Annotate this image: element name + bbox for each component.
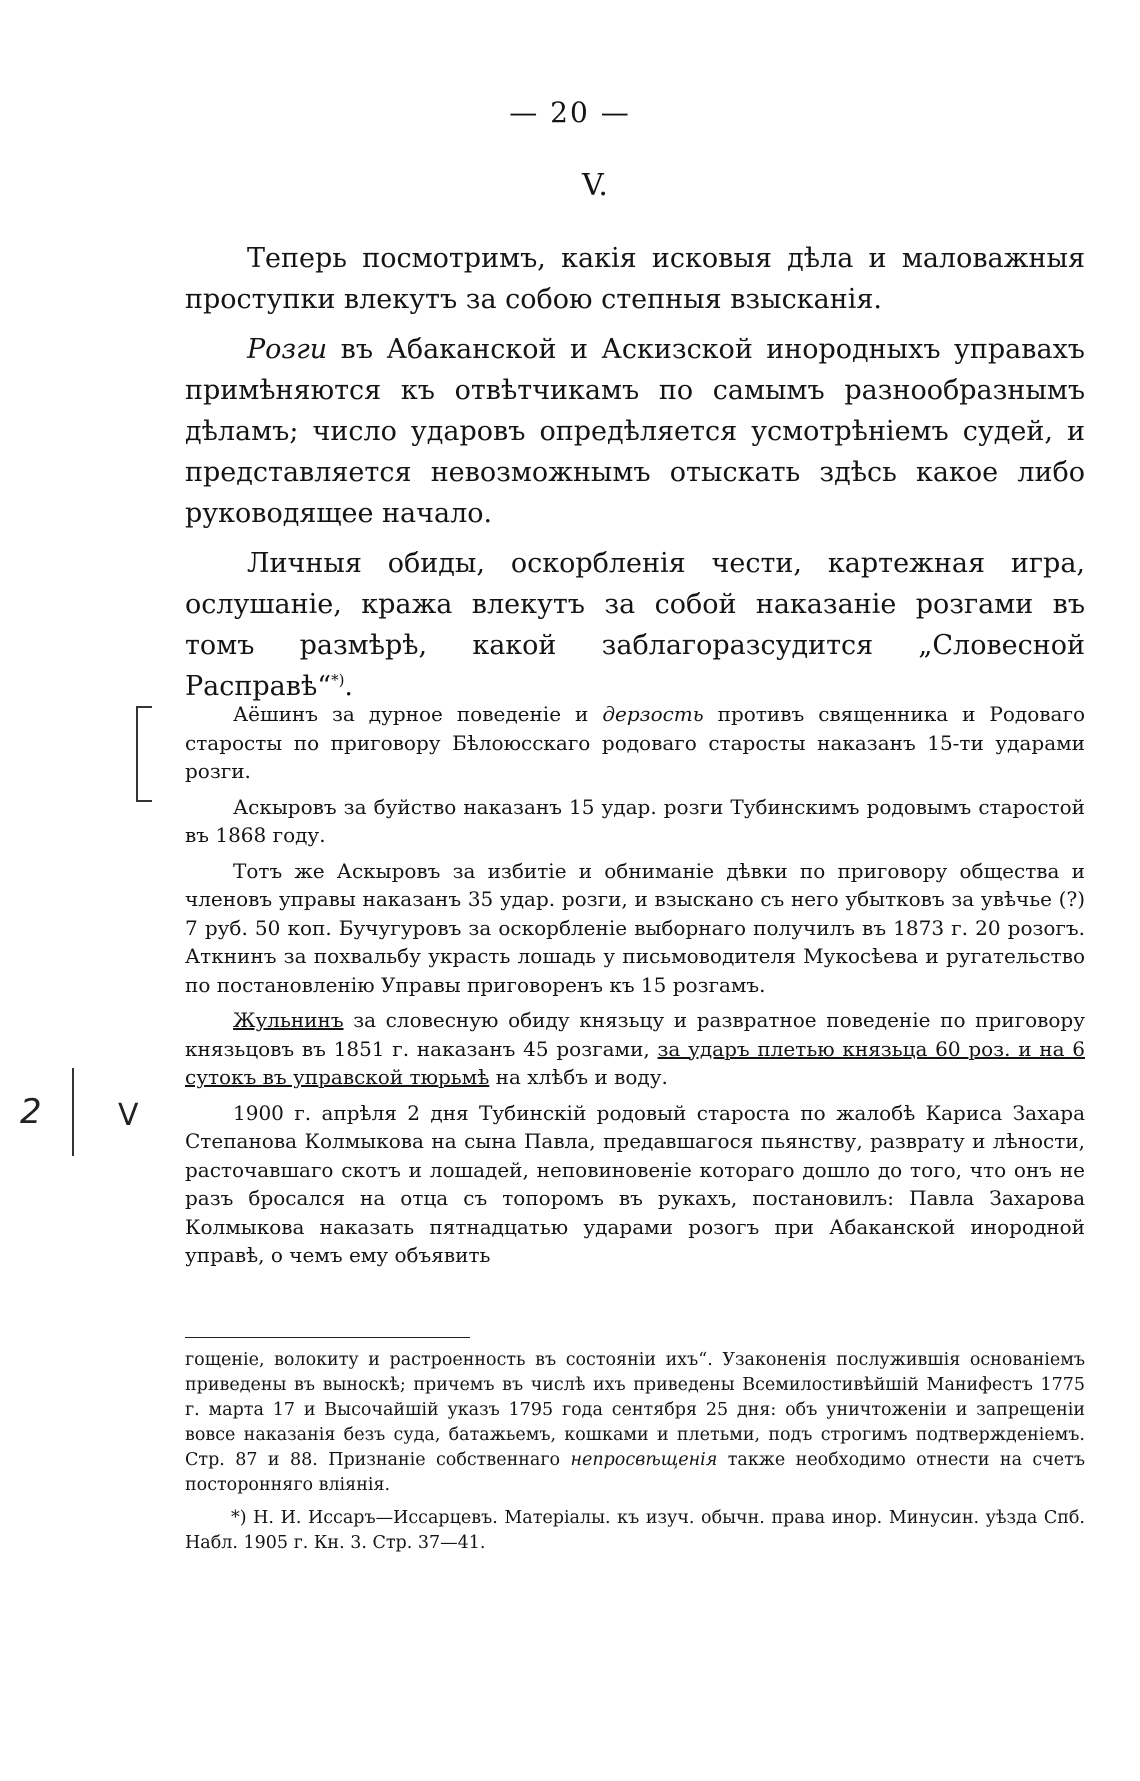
footnote-text [185,1348,1085,1498]
footnote-text: *) Н. И. Иссаръ—Иссарцевъ. Матеріалы. къ изуч. обычн. права инор. Минусин. уѣзда Спб. Набл. 1905 г. Кн. 3. Стр. 37—41. [185,1508,1085,1553]
excerpt-block [185,700,1085,1277]
paragraph [185,329,1085,534]
margin-bracket-mark [136,706,152,802]
excerpt-text: Аёшинъ за дурное поведеніе и [233,702,603,726]
chapter-heading: V. [582,168,608,203]
excerpt-item [185,1006,1085,1092]
margin-check-mark: V [118,1098,139,1133]
emphasis: Розги [247,334,328,365]
paragraph-end: . [344,671,354,702]
main-text [185,238,1085,716]
footnote-span: гощеніе, волокиту и растроенность въ состояніи ихъ“. Узаконенія послужившія основаніемъ приведены въ выноскѣ; причемъ въ числѣ ихъ приведены Всемилостивѣйшій Манифестъ 1775 г. марта 17 и Высочайшій указъ 1795 года сентября 25 дня: объ уничтоженіи и запрещеніи вовсе наказанія безъ суда, батажьемъ, кошками и плетьми, подъ строгимъ подтвержденіемъ. Стр. 87 и 88. Признаніе собственнаго [185,1350,1085,1470]
paragraph [185,543,1085,707]
paragraph-text: Личныя обиды, оскорбленія чести, картежная игра, ослушаніе, кража влекутъ за собой наказаніе розгами въ томъ размѣрѣ, какой заблагоразсудится „Словесной Расправѣ“ [185,548,1085,702]
underlined-name: Жульнинъ [233,1008,344,1032]
footnote-separator [185,1337,470,1338]
margin-bar-mark [72,1068,74,1156]
excerpt-item: 1900 г. апрѣля 2 дня Тубинскій родовый староста по жалобѣ Кариса Захара Степанова Колмыкова на сына Павла, предавшагося пьянству, разврату и лѣности, расточавшаго скотъ и лошадей, неповиновеніе котораго дошло до того, что онъ не разъ бросался на отца съ топоромъ въ рукахъ, постановилъ: Павла Захарова Колмыкова наказать пятнадцатью ударами розогъ при Абаканской инородной управѣ, о чемъ ему объявить [185,1100,1085,1267]
underlined-text: за ударъ плетью князьца 60 роз. и на 6 сутокъ въ управской тюрьмѣ [185,1036,1086,1089]
excerpt-item: Аскыровъ за буйство наказанъ 15 удар. розги Тубинскимъ родовымъ старостой въ 1868 году. [185,794,1085,847]
paragraph: Теперь посмотримъ, какія исковыя дѣла и маловажныя проступки влекутъ за собою степныя взысканія. [185,243,1085,315]
excerpt-item [185,700,1085,786]
excerpt-text: за словесную обиду князьцу и развратное поведеніе по приговору князьцовъ въ 1851 г. наказанъ 45 розгами, [185,1008,1085,1061]
excerpt-text: противъ священника и Родоваго старосты по приговору Бѣлоюсскаго родоваго старосты наказанъ 15-ти ударами розги. [185,702,1085,783]
excerpt-text: на хлѣбъ и воду. [489,1065,668,1089]
paragraph-text: въ Абаканской и Аскизской инородныхъ управахъ примѣняются къ отвѣтчикамъ по самымъ разнообразнымъ дѣламъ; число ударовъ опредѣляется усмотрѣніемъ судей, и представляется невозможнымъ отыскать здѣсь какое либо руководящее начало. [185,334,1085,529]
footnote [185,1506,1085,1556]
emphasis: дерзость [602,702,704,726]
page-number: — 20 — [509,96,631,129]
margin-number: 2 [20,1092,42,1132]
footnote-span: также необходимо отнести на счетъ посторонняго вліянія. [185,1450,1085,1495]
emphasis: непросвѣщенія [570,1450,718,1470]
footnote-continuation [185,1348,1085,1498]
footnote-ref: *) [331,671,345,689]
excerpt-item: Тотъ же Аскыровъ за избитіе и обниманіе дѣвки по приговору общества и членовъ управы наказанъ 35 удар. розги, и взыскано съ него убытковъ за увѣчье (?) 7 руб. 50 коп. Бучугуровъ за оскорбленіе выборнаго получилъ въ 1873 г. 20 розогъ. Аткнинъ за похвальбу украсть лошадь у письмоводителя Мукосѣева и ругательство по постановленію Управы приговоренъ къ 15 розгамъ. [185,858,1085,997]
